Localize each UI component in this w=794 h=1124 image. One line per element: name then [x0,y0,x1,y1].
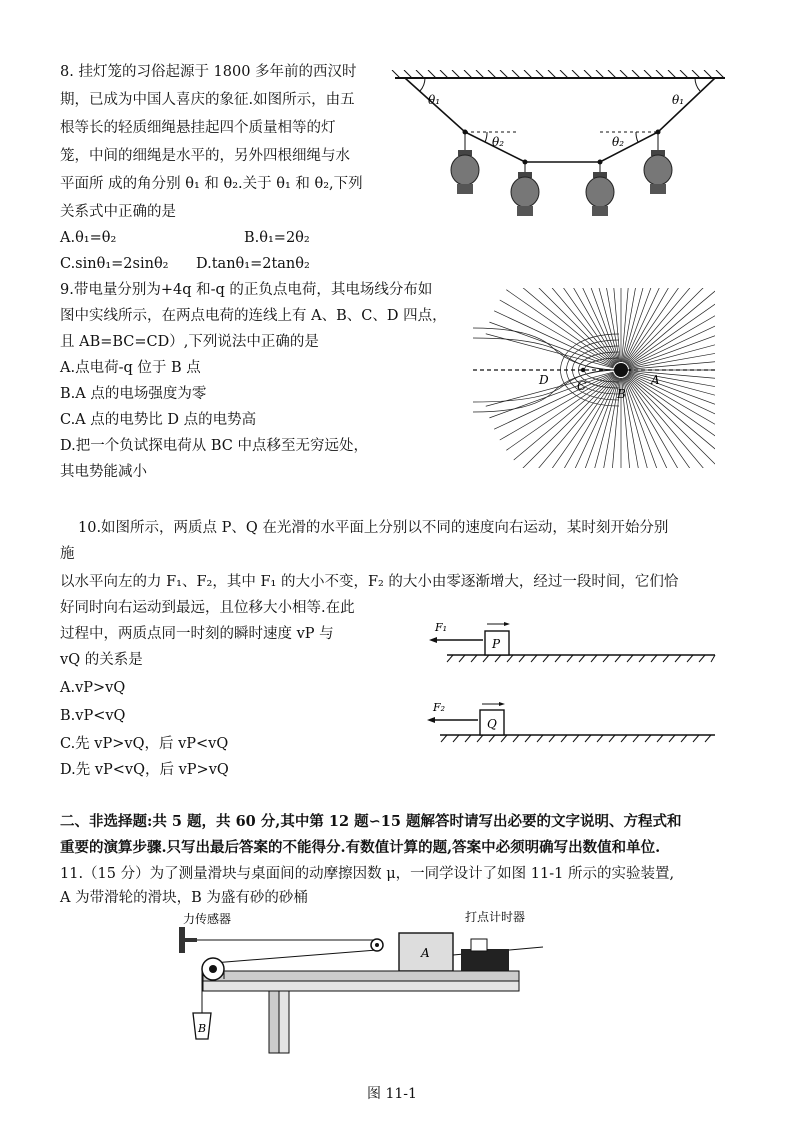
pq-figure [425,615,720,745]
field-line [626,376,711,468]
q8-line-4: 笼，中间的细绳是水平的，另外四根细绳与水 [60,148,350,164]
q8-option-b: B.θ₁=2θ₂ [244,230,310,246]
field-line [629,358,715,370]
force-sensor [179,927,185,953]
q11-line-1: 11.（15 分）为了测量滑块与桌面间的动摩擦因数 μ，一同学设计了如图 11-1 所示的实验装置, [60,866,675,882]
field-line [500,374,614,440]
force-f1-label: F₁ [435,621,448,634]
q9-option-d-cont: 其电势能减小 [60,464,147,480]
section-2-line-1: 二、非选择题:共 5 题，共 60 分,其中第 12 题∽15 题解答时请写出必要的文字说明、方程式和 [60,813,682,830]
theta1-right-label: θ₁ [672,93,685,107]
q10-line-3: 以水平向左的力 F₁、F₂，其中 F₁ 的大小不变，F₂ 的大小由零逐渐增大，经过一段时间，它们恰 [60,574,679,590]
field-line [514,375,615,460]
q8-line-1: 8. 挂灯笼的习俗起源于 1800 多年前的西汉时 [60,64,357,80]
q9-line-2: 图中实线所示，在两点电荷的连线上有 A、B、C、D 四点， [60,308,447,324]
q9-line-1: 9.带电量分别为+4q 和-q 的正负点电荷，其电场线分布如 [60,282,433,298]
q8-option-d: D.tanθ₁=2tanθ₂ [196,256,310,272]
bucket-b-label: B [198,1022,207,1035]
q9-option-c: C.A 点的电势比 D 点的电势高 [60,412,257,428]
field-line [609,288,621,362]
field-line [627,288,715,365]
field-line [494,373,614,429]
q10-line-1: 10.如图所示，两质点 P、Q 在光滑的水平面上分别以不同的速度向右运动，某时刻开始分别 [78,520,669,536]
q10-option-d: D.先 vP<vQ，后 vP>vQ [60,762,229,778]
q10-line-4: 好同时向右运动到最远，且位移大小相等.在此 [60,600,355,616]
q9-option-d: D.把一个负试探电荷从 BC 中点移至无穷远处， [60,438,368,454]
block-a-label: A [421,946,430,960]
q10-option-b: B.vP<vQ [60,708,126,724]
lantern-3 [586,162,614,216]
point-a-label: A [651,373,660,387]
section-2-line-2: 重要的演算步骤.只写出最后答案的不能得分.有数值计算的题,答案中必须明确写出数值和单位. [60,839,661,856]
q10-line-6: vQ 的关系是 [60,652,143,668]
lantern-1 [451,132,479,194]
lantern-4 [644,132,672,194]
field-line [531,376,616,468]
q8-line-5: 平面所 成的角分别 θ₁ 和 θ₂.关于 θ₁ 和 θ₂,下列 [60,176,363,192]
figure-11-1-caption: 图 11-1 [367,1086,417,1102]
q8-option-c: C.sinθ₁=2sinθ₂ [60,256,169,272]
theta2-left-label: θ₂ [492,135,505,149]
q10-line-2: 施 [60,546,75,562]
electric-field-figure [473,288,715,468]
field-line [494,311,614,367]
force-sensor-label: 力传感器 [183,912,232,926]
apparatus-figure [165,905,545,1055]
q9-option-b: B.A 点的电场强度为零 [60,386,207,402]
field-line [629,371,715,383]
field-line [514,288,615,365]
q9-line-3: 且 AB=BC=CD）,下列说法中正确的是 [60,334,319,350]
timer-label: 打点计时器 [465,910,526,924]
theta1-left-label: θ₁ [428,93,441,107]
lantern-2 [511,162,539,216]
q10-line-5: 过程中，两质点同一时刻的瞬时速度 vP 与 [60,626,334,642]
field-line [489,322,613,367]
q9-option-a: A.点电荷-q 位于 B 点 [60,360,201,376]
q8-line-6: 关系式中正确的是 [60,204,176,220]
q10-option-a: A.vP>vQ [60,680,126,696]
q8-line-2: 期，已成为中国人喜庆的象征.如图所示，由五 [60,92,355,108]
field-line [489,373,613,418]
point-d-label: D [539,373,549,387]
block-p-label: P [492,637,501,651]
q8-option-a: A.θ₁=θ₂ [60,230,117,246]
timer [461,949,509,971]
field-line [622,288,634,362]
field-line [500,300,614,366]
lantern-figure [390,70,730,230]
q11-line-2: A 为带滑轮的滑块，B 为盛有砂的砂桶 [60,890,308,906]
field-line [626,377,702,468]
q8-line-3: 根等长的轻质细绳悬挂起四个质量相等的灯 [60,120,336,136]
theta2-right-label: θ₂ [612,135,625,149]
q10-option-c: C.先 vP>vQ，后 vP<vQ [60,736,229,752]
block-q-label: Q [487,717,497,731]
force-f2-label: F₂ [433,701,446,714]
point-b-label: B [617,387,626,401]
point-c-label: C [577,379,587,393]
